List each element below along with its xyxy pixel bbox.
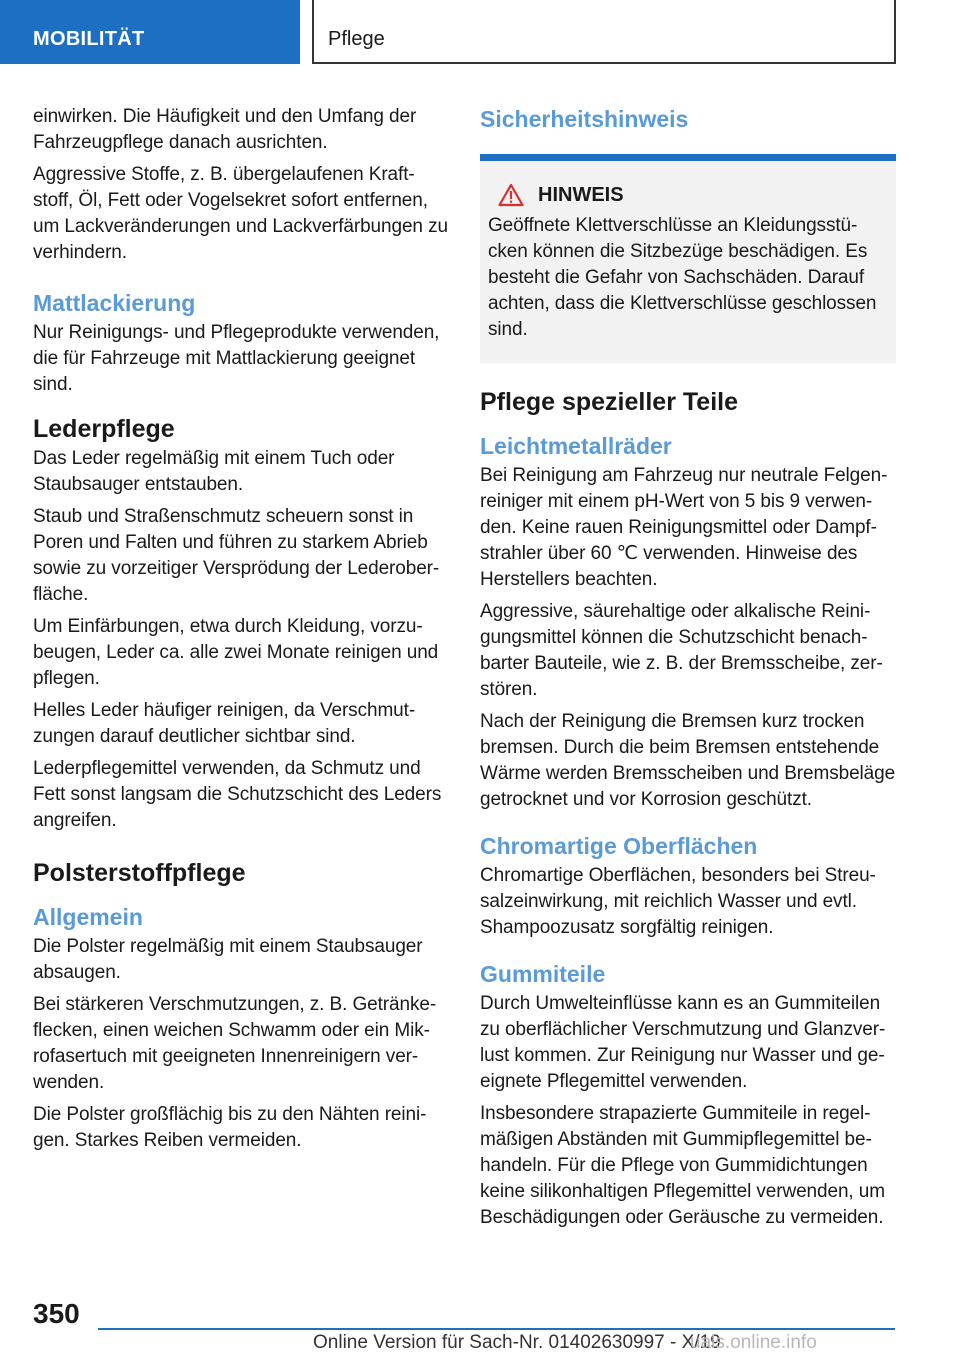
- paragraph: Nach der Reinigung die Bremsen kurz trocken bremsen. Durch die beim Bremsen entstehende Wärme werden Bremsscheiben und Bremsbeläge getrocknet und vor Korrosion geschützt.: [480, 711, 896, 810]
- section-tab: [0, 0, 300, 64]
- paragraph: Bei stärkeren Verschmutzungen, z. B. Getränkeflecken, einen weichen Schwamm oder ein Mikrofasertuch mit geeigneten Innenreinigern verwenden.: [33, 994, 437, 1093]
- watermark-text: uals.online.info: [690, 1332, 817, 1353]
- paragraph: Aggressive Stoffe, z. B. übergelaufenen Kraftstoff, Öl, Fett oder Vogelsekret sofort entfernen, um Lackveränderungen und Lackverfärbungen zu verhindern.: [33, 164, 448, 263]
- paragraph: Chromartige Oberflächen, besonders bei Streusalzeinwirkung, mit reichlich Wasser und evtl. Shampoozusatz sorgfältig reinigen.: [480, 865, 876, 938]
- paragraph: Das Leder regelmäßig mit einem Tuch oder Staubsauger entstauben.: [33, 448, 395, 495]
- paragraph: Bei Reinigung am Fahrzeug nur neutrale Felgenreiniger mit einem pH-Wert von 5 bis 9 verwenden. Keine rauen Reinigungsmittel oder Dampfstrahler über 60 ℃ verwenden. Hinweise des Herstellers beachten.: [480, 465, 888, 590]
- paragraph: Nur Reinigungs- und Pflegeprodukte verwenden, die für Fahrzeuge mit Mattlackierung geeignet sind.: [33, 322, 440, 395]
- page-number: 350: [33, 1298, 80, 1329]
- heading-polsterstoffpflege: Polsterstoffpflege: [33, 859, 246, 887]
- topic-title: Pflege: [328, 28, 385, 50]
- notice-bar: [480, 154, 896, 161]
- heading-chromartige-oberflaechen: Chromartige Oberflächen: [480, 833, 758, 859]
- notice-text: Geöffnete Klettverschlüsse an Kleidungsstücken können die Sitzbezüge beschädigen. Es besteht die Gefahr von Sachschäden. Darauf achten, dass die Klettverschlüsse geschlossen sind.: [488, 215, 877, 340]
- heading-pflege-spezieller-teile: Pflege spezieller Teile: [480, 388, 738, 416]
- paragraph: Aggressive, säurehaltige oder alkalische Reinigungsmittel können die Schutzschicht benachbarter Bauteile, wie z. B. der Bremsscheibe, zerstören.: [480, 601, 883, 700]
- notice-label: HINWEIS: [538, 183, 624, 206]
- right-column: [480, 104, 896, 1237]
- heading-lederpflege: Lederpflege: [33, 415, 175, 443]
- paragraph: Die Polster großflächig bis zu den Nähten reinigen. Starkes Reiben vermeiden.: [33, 1104, 427, 1151]
- heading-mattlackierung: Mattlackierung: [33, 290, 196, 316]
- paragraph: Lederpflegemittel verwenden, da Schmutz und Fett sonst langsam die Schutzschicht des Leders angreifen.: [33, 758, 442, 831]
- paragraph: Durch Umwelteinflüsse kann es an Gummiteilen zu oberflächlicher Verschmutzung und Glanzverlust kommen. Zur Reinigung nur Wasser und geeignete Pflegemittel verwenden.: [480, 993, 886, 1092]
- paragraph: Die Polster regelmäßig mit einem Staubsauger absaugen.: [33, 936, 423, 983]
- section-title: MOBILITÄT: [33, 28, 145, 50]
- topic-header: [312, 0, 896, 64]
- notice-box: [480, 161, 896, 363]
- paragraph: Um Einfärbungen, etwa durch Kleidung, vorzubeugen, Leder ca. alle zwei Monate reinigen und pflegen.: [33, 616, 439, 689]
- paragraph: einwirken. Die Häufigkeit und den Umfang der Fahrzeugpflege danach ausrichten.: [33, 106, 417, 153]
- notice-title: [498, 183, 888, 207]
- warning-triangle-icon: [498, 183, 524, 207]
- paragraph: Helles Leder häufiger reinigen, da Verschmutzungen darauf deutlicher sichtbar sind.: [33, 700, 416, 747]
- paragraph: Insbesondere strapazierte Gummiteile in regelmäßigen Abständen mit Gummipflegemittel behandeln. Für die Pflege von Gummidichtungen keine silikonhaltigen Pflegemittel verwenden, um Beschädigungen oder Geräusche zu vermeiden.: [480, 1103, 885, 1228]
- footer-version-text: Online Version für Sach-Nr. 01402630997 - X/19: [313, 1332, 721, 1353]
- paragraph: Staub und Straßenschmutz scheuern sonst in Poren und Falten und führen zu starkem Abrieb sowie zu vorzeitiger Versprödung der Lederoberfläche.: [33, 506, 440, 605]
- heading-sicherheitshinweis: Sicherheitshinweis: [480, 106, 689, 132]
- footer-divider: [98, 1328, 895, 1330]
- heading-leichtmetallraeder: Leichtmetallräder: [480, 433, 672, 459]
- heading-gummiteile: Gummiteile: [480, 961, 606, 987]
- left-column: [33, 104, 448, 1160]
- heading-allgemein: Allgemein: [33, 904, 143, 930]
